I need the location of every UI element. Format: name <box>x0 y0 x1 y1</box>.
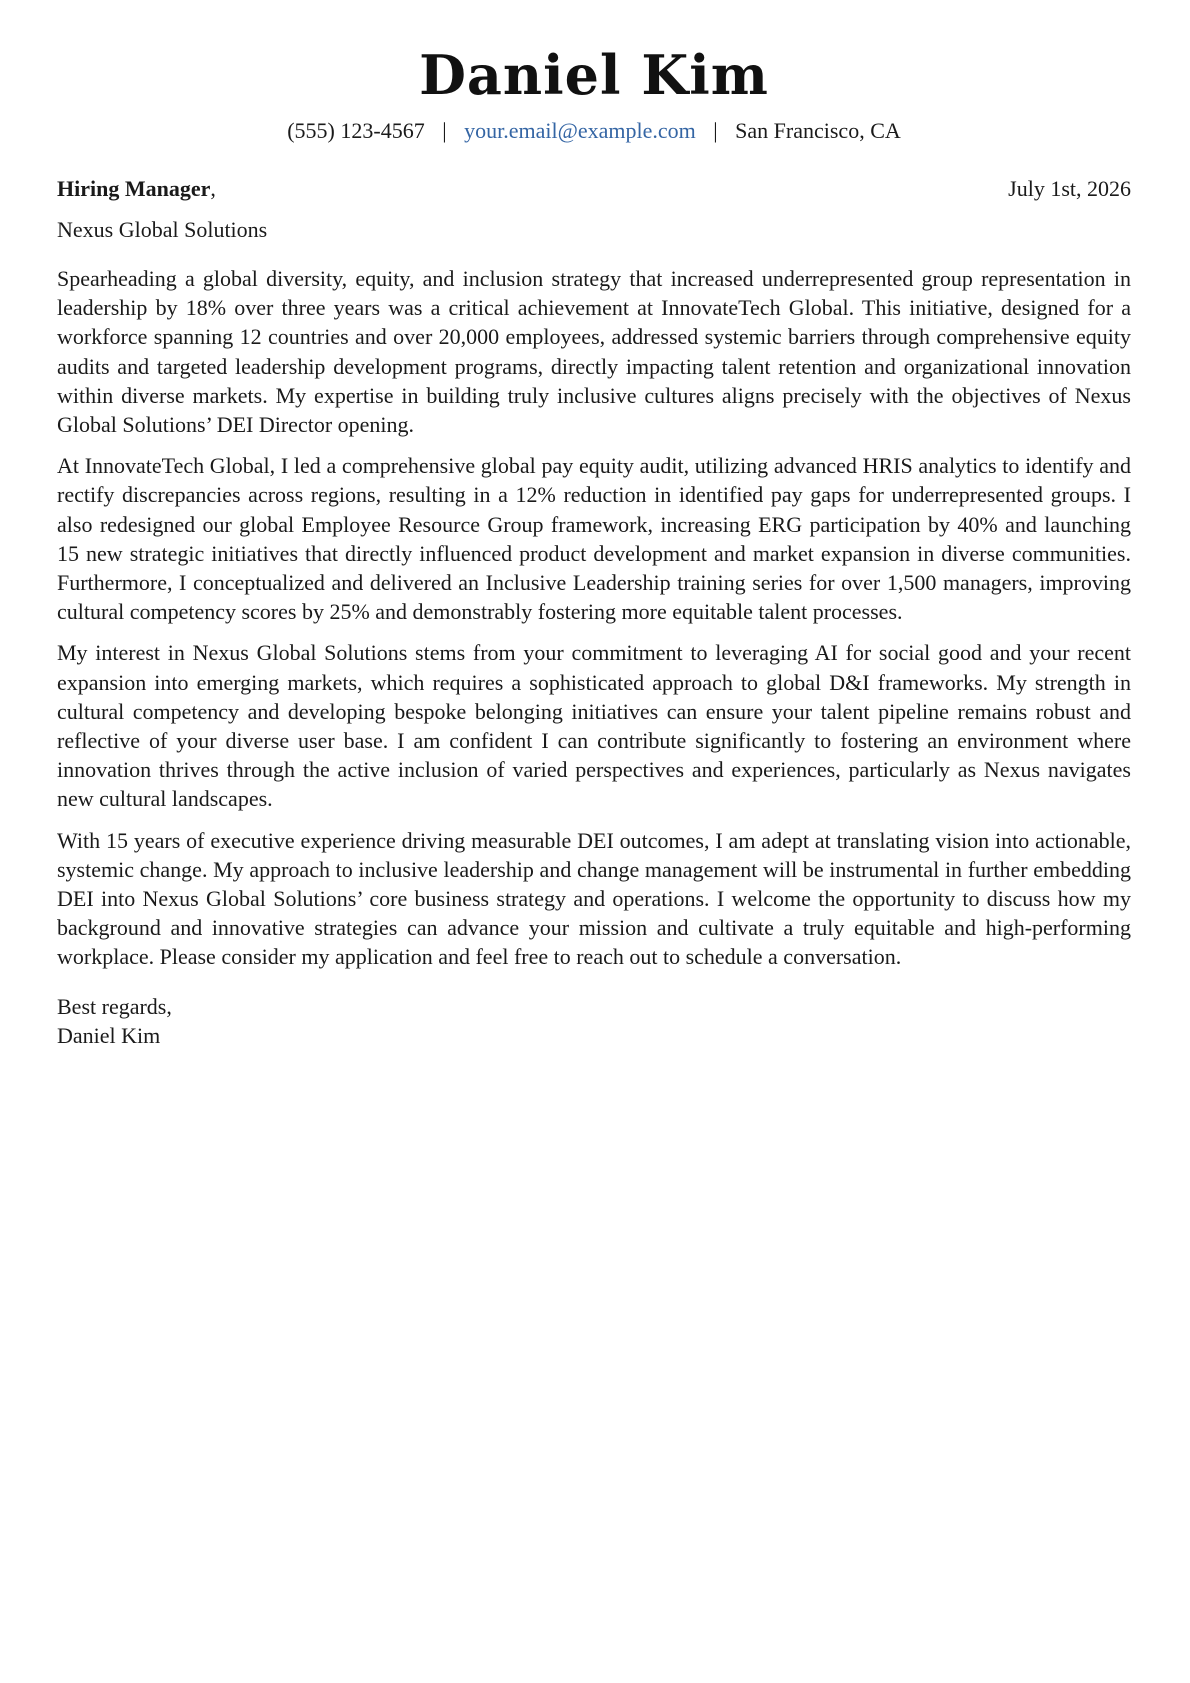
contact-separator: | <box>442 118 447 143</box>
recipient-name: Hiring Manager <box>57 176 211 201</box>
body-paragraph: At InnovateTech Global, I led a comprehensive global pay equity audit, utilizing advanced HRIS analytics to identify and rectify discrepancies across regions, resulting in a 12% reduction in identified pay gaps for underrepresented groups. I also redesigned our global Employee Resource Group framework, increasing ERG participation by 40% and launching 15 new strategic initiatives that directly influenced product development and market expansion in diverse communities. Furthermore, I conceptualized and delivered an Inclusive Leadership training series for over 1,500 managers, improving cultural competency scores by 25% and demonstrably fostering more equitable talent processes. <box>57 453 1131 625</box>
recipient-company: Nexus Global Solutions <box>57 217 268 242</box>
closing-salutation: Best regards, <box>57 993 172 1019</box>
recipient-line <box>57 174 216 204</box>
signature-name: Daniel Kim <box>57 1022 161 1048</box>
contact-line <box>57 116 1131 146</box>
location: San Francisco, CA <box>735 118 901 143</box>
email-link[interactable]: your.email@example.com <box>464 118 696 143</box>
recipient-suffix: , <box>210 176 216 201</box>
letter-date: July 1st, 2026 <box>1008 176 1131 201</box>
body-paragraph: My interest in Nexus Global Solutions stems from your commitment to leveraging AI for social good and your recent expansion into emerging markets, which requires a sophisticated approach to global D&I frameworks. My strength in cultural competency and developing bespoke belonging initiatives can ensure your talent pipeline remains robust and reflective of your diverse user base. I am confident I can contribute significantly to fostering an environment where innovation thrives through the active inclusion of varied perspectives and experiences, particularly as Nexus navigates new cultural landscapes. <box>57 640 1131 812</box>
contact-separator: | <box>713 118 718 143</box>
letter-body <box>57 264 1131 972</box>
body-paragraph: Spearheading a global diversity, equity, and inclusion strategy that increased underrepresented group representation in leadership by 18% over three years was a critical achievement at InnovateTech Global. This initiative, designed for a workforce spanning 12 countries and over 20,000 employees, addressed systemic barriers through comprehensive equity audits and targeted leadership development programs, directly impacting talent retention and organizational innovation within diverse markets. My expertise in building truly inclusive cultures aligns precisely with the objectives of Nexus Global Solutions’ DEI Director opening. <box>57 266 1131 438</box>
phone-number: (555) 123-4567 <box>287 118 425 143</box>
letter-closing <box>57 992 1131 1050</box>
cover-letter-page <box>57 40 1131 1050</box>
recipient-date-row <box>57 174 1131 204</box>
body-paragraph: With 15 years of executive experience driving measurable DEI outcomes, I am adept at translating vision into actionable, systemic change. My approach to inclusive leadership and change management will be instrumental in further embedding DEI into Nexus Global Solutions’ core business strategy and operations. I welcome the opportunity to discuss how my background and innovative strategies can advance your mission and cultivate a truly equitable and high-performing workplace. Please consider my application and feel free to reach out to schedule a conversation. <box>57 827 1131 970</box>
applicant-name: Daniel Kim <box>419 43 769 107</box>
